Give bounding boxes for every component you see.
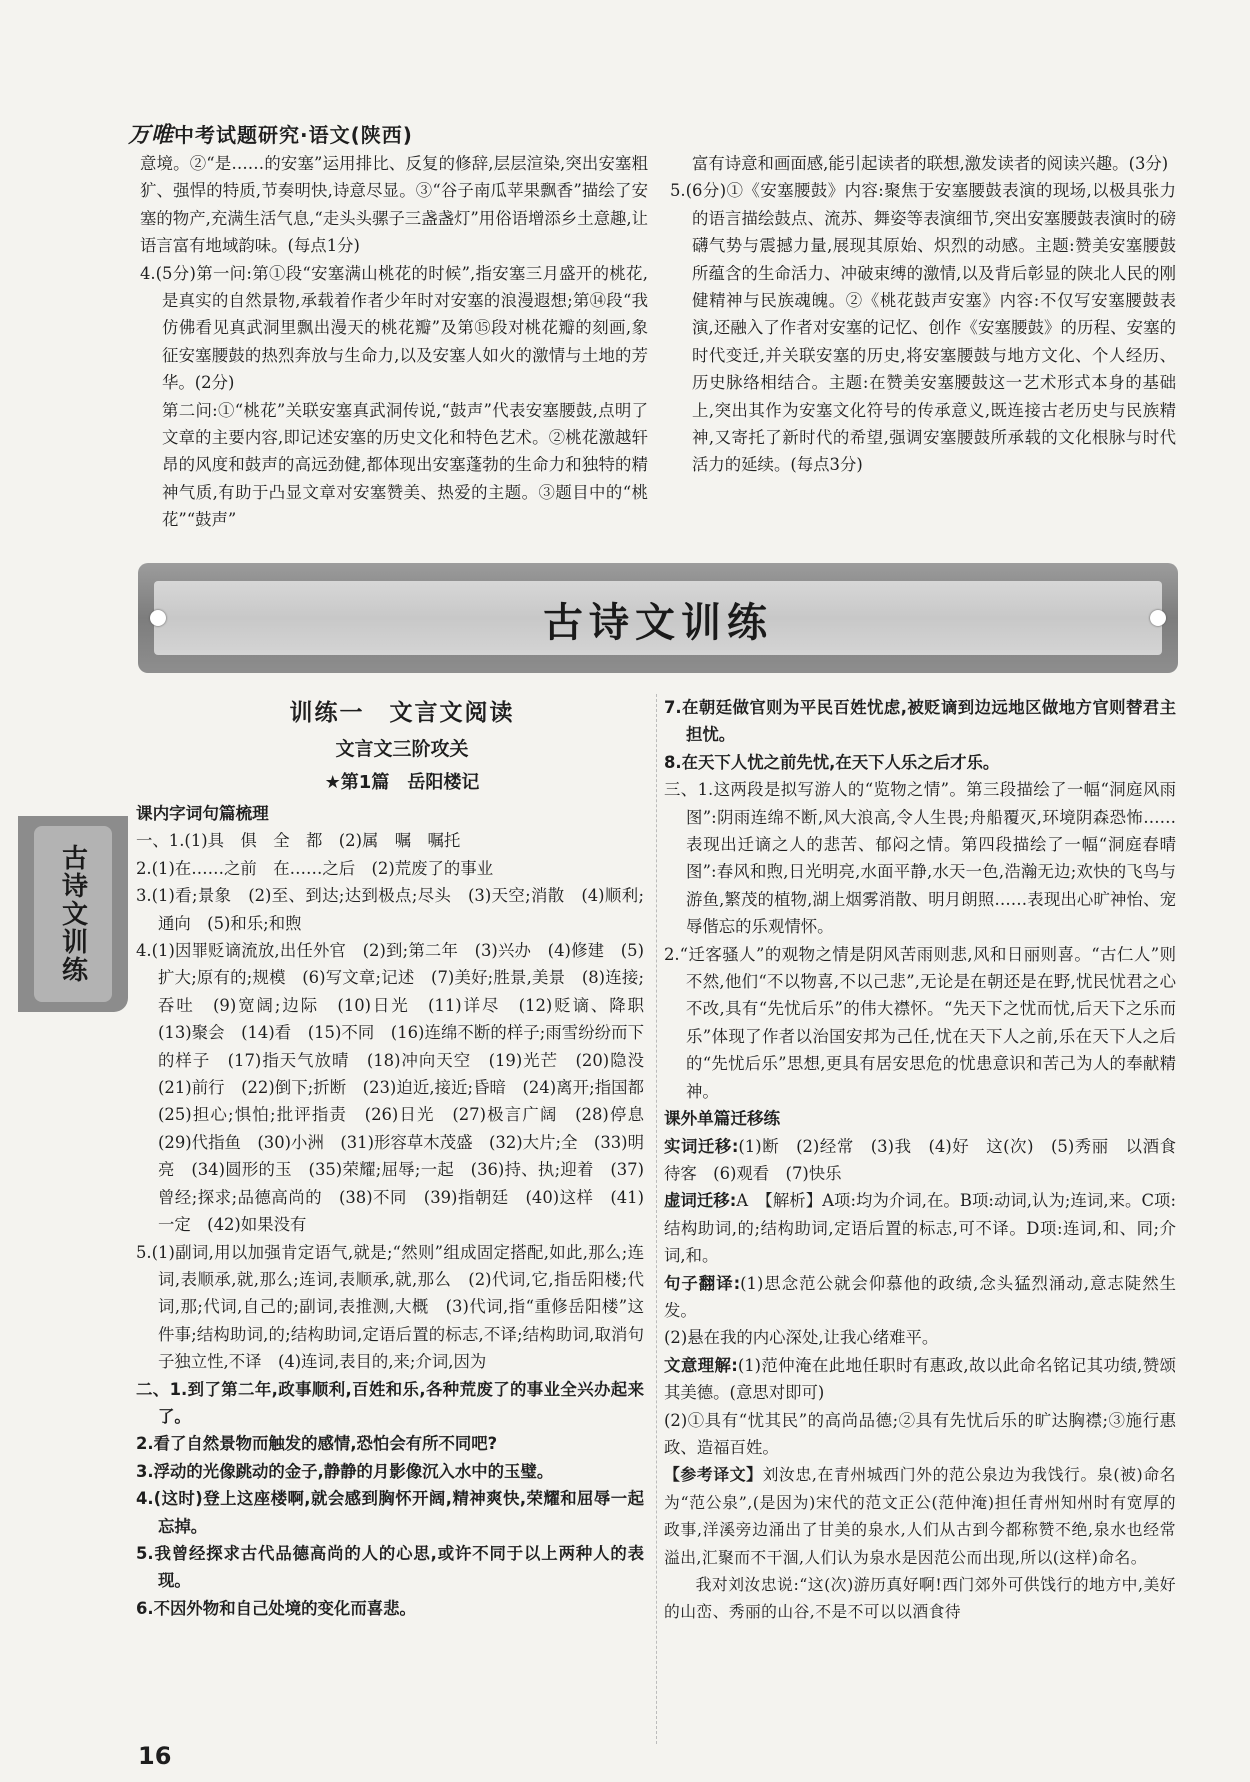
shici-text: (1)断 (2)经常 (3)我 (4)好 这(次) (5)秀丽 以酒食待客 (6)观看 (7)快乐 — [664, 1136, 1176, 1183]
column-divider — [656, 694, 657, 1744]
answer-item: 二、1.到了第二年,政事顺利,百姓和乐,各种荒废了的事业全兴办起来了。 — [136, 1379, 644, 1426]
answer-item: 三、1.这两段是拟写游人的“览物之情”。第三段描绘了一幅“洞庭风雨图”:阴雨连绵不断,风大浪高,令人生畏;舟船覆灭,环境阴森恐怖……表现出迁谪之人的悲苦、郁闷之情。第四段描绘了一幅“洞庭春晴图”:春风和煦,日光明亮,水面平静,水天一色,浩瀚无边;欢快的飞鸟与游鱼,繁茂的植物,湖上烟雾消散、明月朗照……表现出心旷神怡、宠辱偕忘的乐观情怀。 — [664, 780, 1176, 937]
section-heading: 课外单篇迁移练 — [664, 1109, 781, 1129]
section-banner — [138, 563, 1178, 673]
page-number: 16 — [138, 1742, 172, 1770]
reference-label: 【参考译文】 — [664, 1465, 763, 1485]
piece-title: ★第1篇 岳阳楼记 — [324, 772, 480, 793]
header-title: 中考试题研究·语文(陕西) — [174, 123, 413, 147]
sub-title: 文言文三阶攻关 — [335, 738, 469, 760]
reference-text-2: 我对刘汝忠说:“这(次)游历真好啊!西门郊外可供饯行的地方中,美好的山峦、秀丽的山谷,不是不可以以酒食待 — [664, 1575, 1176, 1622]
answer-item: 7.在朝廷做官则为平民百姓忧虑,被贬谪到边远地区做地方官则替君主担忧。 — [664, 698, 1176, 745]
side-tab-inner — [34, 826, 112, 1002]
wenyi-answer-2: (2)①具有“忧其民”的高尚品德;②具有先忧后乐的旷达胸襟;③施行惠政、造福百姓。 — [664, 1410, 1176, 1457]
xuci-text: A 【解析】A项:均为介词,在。B项:动词,认为;连词,来。C项:结构助词,的;结构助词,定语后置的标志,可不译。D项:连词,和、同;介词,和。 — [664, 1191, 1177, 1266]
shici-label: 实词迁移: — [664, 1136, 739, 1156]
shici-answer — [664, 1133, 1176, 1188]
paragraph: 富有诗意和画面感,能引起读者的联想,激发读者的阅读兴趣。(3分) — [692, 154, 1169, 173]
side-tab — [18, 816, 128, 1012]
answer-item: 6.不因外物和自己处境的变化而喜悲。 — [136, 1598, 416, 1618]
side-tab-label: 古诗文训练 — [57, 844, 88, 984]
answer-item: 4.(1)因罪贬谪流放,出任外官 (2)到;第二年 (3)兴办 (4)修建 (5)扩大;原有的;规模 (6)写文章;记述 (7)美好;胜景,美景 (8)连接;吞吐 (9)宽阔;边际 (10)日光 (11)详尽 (12)贬谪、降职 (13)聚会 (14)看 (15)不同 (16)连绵不断的样子;雨雪纷纷而下的样子 (17)指天气放晴 (18)冲向天空 (19)光芒 (20)隐没 (21)前行 (22)倒下;折断 (23)迫近,接近;昏暗 (24)离开;指国都 (25)担心;惧怕;批评指责 (26)日光 (27)极言广阔 (28)停息 (29)代指鱼 (30)小洲 (31)形容草木茂盛 (32)大片;全 (33)明亮 (34)圆形的玉 (35)荣耀;屈辱;一起 (36)持、执;迎着 (37)曾经;探求;品德高尚的 (38)不同 (39)指朝廷 (40)这样 (41)一定 (42)如果没有 — [136, 941, 661, 1235]
wenyi-text: (1)范仲淹在此地任职时有惠政,故以此命名铭记其功绩,赞颂其美德。(意思对即可) — [664, 1355, 1176, 1403]
training-title: 训练一 文言文阅读 — [289, 700, 515, 726]
answer-item: 2.(1)在……之前 在……之后 (2)荒废了的事业 — [136, 858, 494, 878]
answer-item: 5.(1)副词,用以加强肯定语气,就是;“然则”组成固定搭配,如此,那么;连词,表顺承,就,那么;连词,表顺承,就,那么 (2)代词,它,指岳阳楼;代词,那;代词,自己的;副词,表推测,大概 (3)代词,指“重修岳阳楼”这件事;结构助词,的;结构助词,定语后置的标志,不译;结构助词,取消句子独立性,不译 (4)连词,表目的,来;介词,因为 — [136, 1242, 644, 1372]
lower-right-column — [664, 694, 1176, 1626]
banner-title: 古诗文训练 — [543, 599, 773, 646]
juzi-answer-2: (2)悬在我的内心深处,让我心绪难平。 — [664, 1328, 939, 1348]
paragraph: 第二问:①“桃花”关联安塞真武洞传说,“鼓声”代表安塞腰鼓,点明了文章的主要内容,即记述安塞的历史文化和特色艺术。②桃花激越轩昂的风度和鼓声的高远劲健,都体现出安塞蓬勃的生命力和独特的精神气质,有助于凸显文章对安塞赞美、热爱的主题。③题目中的“桃花”“鼓声” — [162, 400, 648, 530]
answer-item: 2.看了自然景物而触发的感情,恐怕会有所不同吧? — [136, 1434, 498, 1454]
paragraph: 意境。②“是……的安塞”运用排比、反复的修辞,层层渲染,突出安塞粗犷、强悍的特质,节奏明快,诗意尽显。③“谷子南瓜苹果飘香”描绘了安塞的物产,充满生活气息,“走头头骡子三盏盏灯”用俗语增添乡土意趣,让语言富有地域韵味。(每点1分) — [140, 154, 648, 256]
wenyi-answer — [664, 1352, 1176, 1407]
lower-left-column — [136, 694, 661, 1622]
section-heading: 课内字词句篇梳理 — [136, 804, 269, 823]
reference-translation — [664, 1461, 1176, 1571]
answer-item: 4.(5分)第一问:第①段“安塞满山桃花的时候”,指安塞三月盛开的桃花,是真实的自然景物,承载着作者少年时对安塞的浪漫遐想;第⑭段“我仿佛看见真武洞里飘出漫天的桃花瓣”及第⑮段对桃花瓣的刻画,象征安塞腰鼓的热烈奔放与生命力,以及安塞人如火的激情与土地的芳华。(2分) — [140, 263, 648, 393]
juzi-label: 句子翻译: — [664, 1273, 741, 1293]
answer-item: 一、1.(1)具 俱 全 都 (2)属 嘱 嘱托 — [136, 831, 461, 851]
reference-text: 刘汝忠,在青州城西门外的范公泉边为我饯行。泉(被)命名为“范公泉”,(是因为)宋代的范文正公(范仲淹)担任青州知州时有宽厚的政事,洋溪旁边涌出了甘美的泉水,人们从古到今都称赞不绝,泉水也经常溢出,汇聚而不干涸,人们认为泉水是因范公而出现,所以(这样)命名。 — [664, 1465, 1176, 1567]
answer-item: 2.“迁客骚人”的观物之情是阴风苦雨则悲,风和日丽则喜。“古仁人”则不然,他们“不以物喜,不以己悲”,无论是在朝还是在野,忧民忧君之心不改,具有“先忧后乐”的伟大襟怀。“先天下之忧而忧,后天下之乐而乐”体现了作者以治国安邦为己任,忧在天下人之前,乐在天下人之后的“先忧后乐”思想,更具有居安思危的忧患意识和苦己为人的奉献精神。 — [664, 944, 1176, 1101]
xuci-answer — [664, 1187, 1176, 1269]
page-header — [128, 118, 413, 149]
top-right-column — [670, 150, 1176, 479]
answer-item: 5.(6分)①《安塞腰鼓》内容:聚焦于安塞腰鼓表演的现场,以极具张力的语言描绘鼓点、流苏、舞姿等表演细节,突出安塞腰鼓表演时的磅礴气势与震撼力量,展现其原始、炽烈的动感。主题:赞美安塞腰鼓所蕴含的生命活力、冲破束缚的激情,以及背后彰显的陕北人民的刚健精神与民族魂魄。②《桃花鼓声安塞》内容:不仅写安塞腰鼓表演,还融入了作者对安塞的记忆、创作《安塞腰鼓》的历程、安塞的时代变迁,并关联安塞的历史,将安塞腰鼓与地方文化、个人经历、历史脉络相结合。主题:在赞美安塞腰鼓这一艺术形式本身的基础上,突出其作为安塞文化符号的传承意义,既连接古老历史与民族精神,又寄托了新时代的希望,强调安塞腰鼓所承载的文化根脉与时代活力的延续。(每点3分) — [670, 181, 1176, 475]
answer-item: 5.我曾经探求古代品德高尚的人的心思,或许不同于以上两种人的表现。 — [136, 1543, 644, 1591]
wenyi-label: 文意理解: — [664, 1355, 738, 1375]
juzi-text: (1)思念范公就会仰慕他的政绩,念头猛烈涌动,意志陡然生发。 — [664, 1273, 1176, 1320]
juzi-answer — [664, 1270, 1176, 1325]
brand-logo: 万唯 — [128, 123, 175, 148]
answer-item: 3.(1)看;景象 (2)至、到达;达到极点;尽头 (3)天空;消散 (4)顺利;通向 (5)和乐;和煦 — [136, 886, 644, 933]
top-left-column — [140, 150, 648, 534]
answer-item: 8.在天下人忧之前先忧,在天下人乐之后才乐。 — [664, 752, 1000, 772]
xuci-label: 虚词迁移: — [664, 1191, 737, 1211]
answer-item: 3.浮动的光像跳动的金子,静静的月影像沉入水中的玉璧。 — [136, 1461, 554, 1481]
answer-item: 4.(这时)登上这座楼啊,就会感到胸怀开阔,精神爽快,荣耀和屈辱一起忘掉。 — [136, 1489, 644, 1536]
